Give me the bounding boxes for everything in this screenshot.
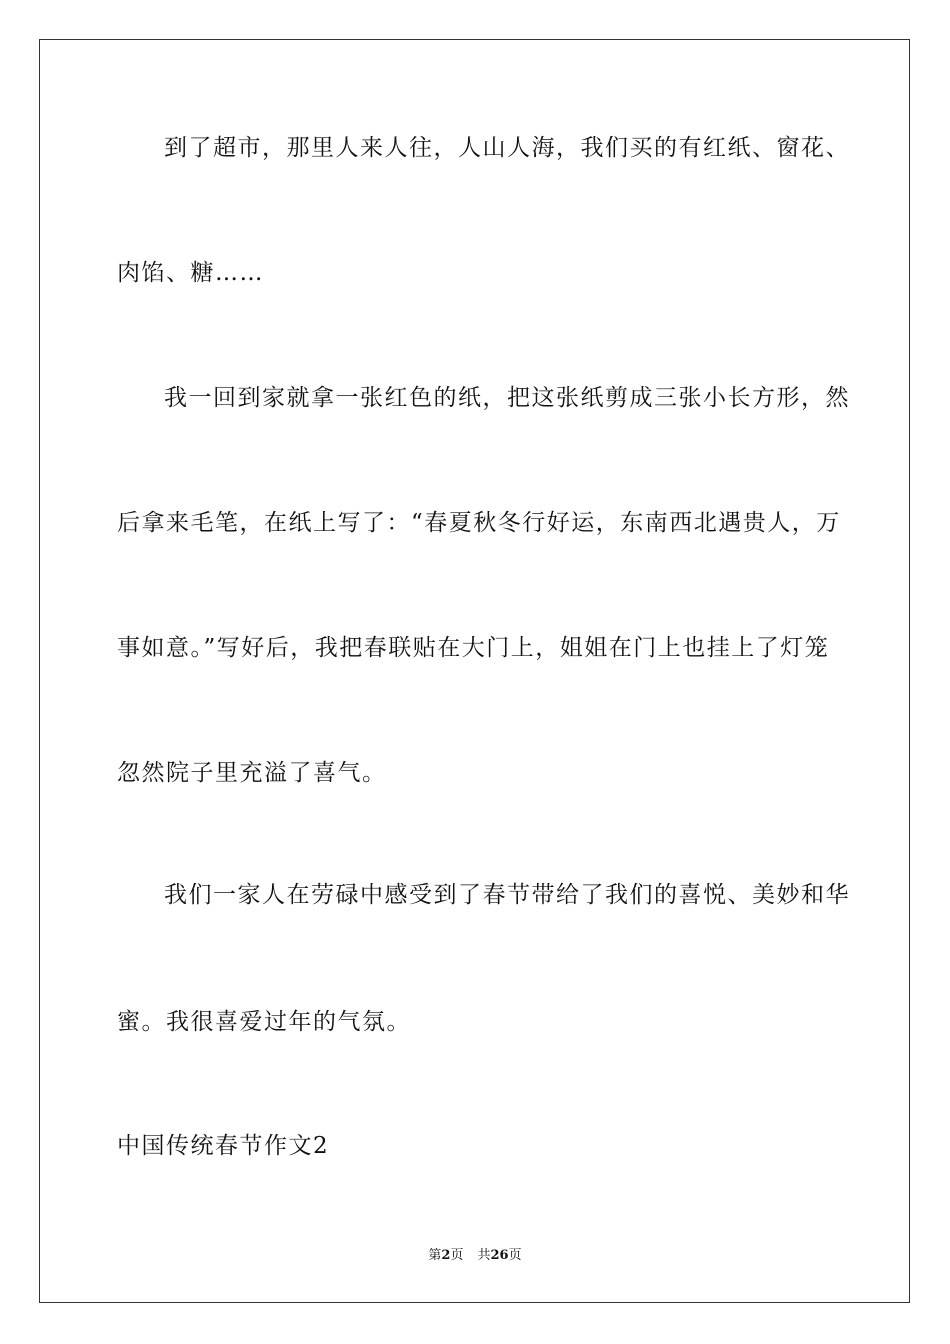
paragraph-line-3: 我一回到家就拿一张红色的纸，把这张纸剪成三张小长方形，然 xyxy=(164,385,850,411)
paragraph-line-7: 我们一家人在劳碌中感受到了春节带给了我们的喜悦、美妙和华 xyxy=(164,882,850,908)
section-heading: 中国传统春节作文2 xyxy=(117,1133,330,1159)
paragraph-line-8: 蜜。我很喜爱过年的气氛。 xyxy=(117,1009,411,1035)
paragraph-line-1: 到了超市，那里人来人往，人山人海，我们买的有红纸、窗花、 xyxy=(164,135,850,161)
footer-page-current: 2 xyxy=(441,1248,451,1263)
footer-page-prefix: 第 xyxy=(428,1248,442,1263)
page-frame xyxy=(39,39,910,1303)
page-footer xyxy=(0,1247,950,1265)
footer-total-suffix: 页 xyxy=(508,1248,522,1263)
footer-page-total: 26 xyxy=(490,1248,509,1263)
paragraph-line-5: 事如意。”写好后，我把春联贴在大门上，姐姐在门上也挂上了灯笼 xyxy=(117,635,830,661)
paragraph-line-6: 忽然院子里充溢了喜气。 xyxy=(117,760,387,786)
paragraph-line-2: 肉馅、糖…… xyxy=(117,260,264,286)
paragraph-line-4: 后拿来毛笔，在纸上写了：“春夏秋冬行好运，东南西北遇贵人，万 xyxy=(117,510,841,536)
footer-page-suffix: 页 xyxy=(450,1248,464,1263)
footer-total-prefix: 共 xyxy=(477,1248,491,1263)
